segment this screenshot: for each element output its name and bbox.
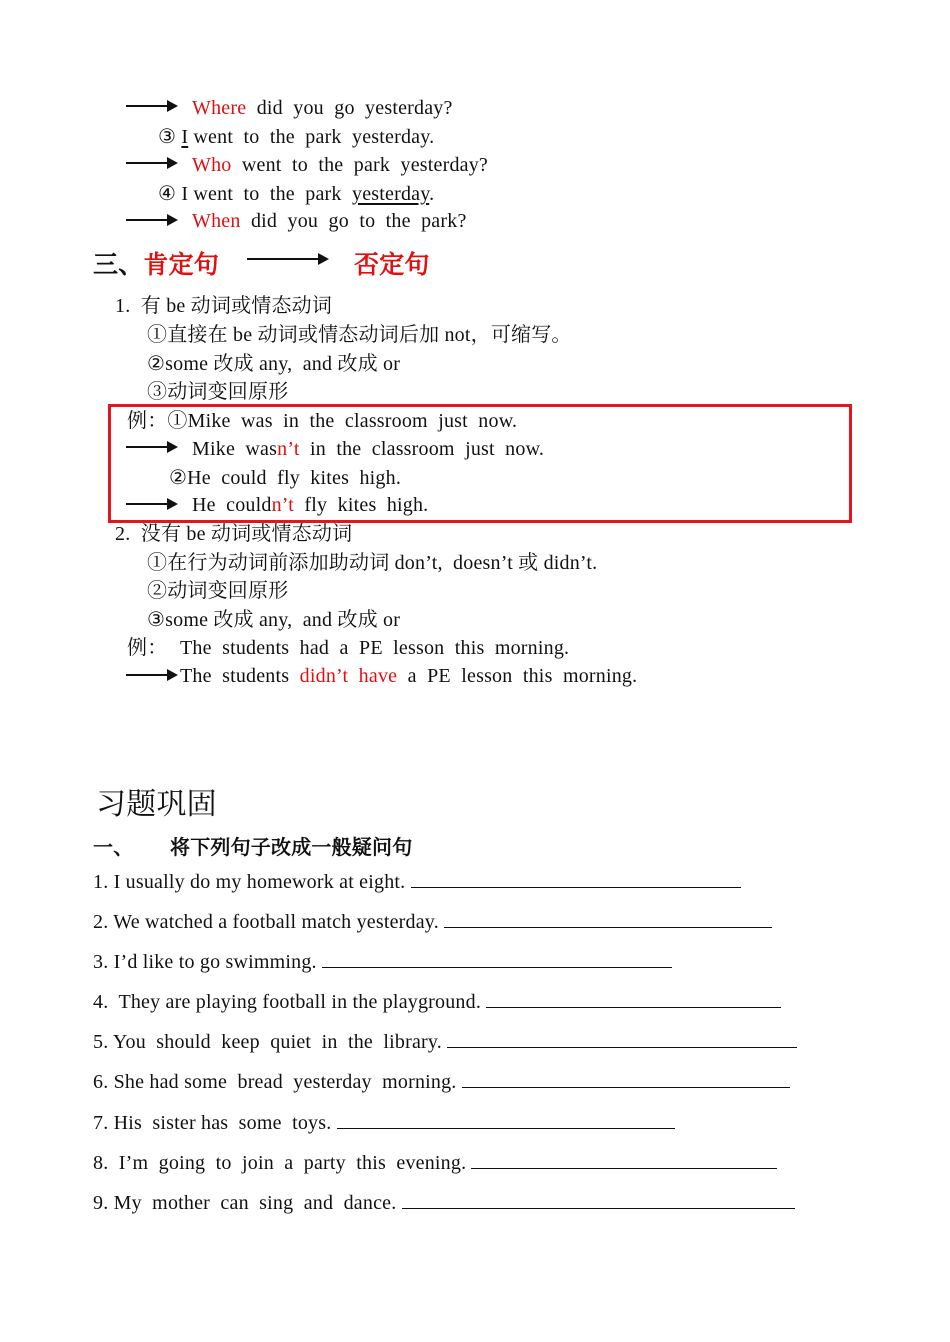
item-text: 7. His sister has some toys. <box>93 1112 337 1134</box>
rule-2-title: 2. 没有 be 动词或情态动词 <box>115 523 353 545</box>
exercise-item-7 <box>93 1108 675 1136</box>
question-when <box>192 208 467 234</box>
negation: n’t <box>277 438 300 460</box>
item-text: 9. My mother can sing and dance. <box>93 1192 402 1214</box>
answer-blank[interactable] <box>337 1108 675 1129</box>
exercise-item-3 <box>93 947 672 975</box>
rule-2-step-1: ①在行为动词前添加助动词 don’t, doesn’t 或 didn’t. <box>147 552 598 574</box>
answer-blank[interactable] <box>402 1188 795 1209</box>
question-who <box>192 152 488 178</box>
item-text: 8. I’m going to join a party this evening. <box>93 1152 472 1174</box>
item-text: 4. They are playing football in the playground. <box>93 991 487 1013</box>
sentence-text: fly kites high. <box>294 494 429 516</box>
answer-blank[interactable] <box>411 867 741 888</box>
sentence-text: went to the park yesterday? <box>231 154 488 176</box>
wh-word: Who <box>192 154 232 176</box>
item-text: 2. We watched a football match yesterday. <box>93 911 445 933</box>
arrow-icon <box>126 498 178 510</box>
sentence-text: Mike was <box>192 438 278 460</box>
arrow-icon <box>126 214 178 226</box>
example-4 <box>158 181 434 207</box>
example-2: ②He could fly kites high. <box>169 467 402 489</box>
sentence-text: The students <box>180 665 300 687</box>
from-label: 肯定句 <box>143 250 220 279</box>
answer-blank[interactable] <box>322 947 672 968</box>
example-1: 例：①Mike was in the classroom just now. <box>127 410 518 432</box>
sentence-text: did you go yesterday? <box>246 97 453 119</box>
sentence-text: did you go to the park? <box>240 210 467 232</box>
arrow-icon <box>126 100 178 112</box>
rule-1-title: 1. 有 be 动词或情态动词 <box>115 295 333 317</box>
arrow-icon <box>126 669 178 681</box>
rule-1-step-1: ①直接在 be 动词或情态动词后加 not，可缩写。 <box>147 324 572 346</box>
rule-2-step-2: ②动词变回原形 <box>147 580 289 602</box>
wh-word: When <box>192 210 241 232</box>
circled-number: ③ <box>158 126 177 148</box>
rule-1-step-2: ②some 改成 any, and 改成 or <box>147 353 401 375</box>
section-3-heading <box>93 249 219 281</box>
sentence-text: He could <box>192 494 272 516</box>
underlined-word: I <box>181 126 189 148</box>
exercise-item-9 <box>93 1188 795 1216</box>
example-answer <box>180 663 637 689</box>
exercise-item-2 <box>93 907 772 935</box>
exercise-item-5 <box>93 1027 797 1055</box>
example-3 <box>158 124 434 150</box>
answer-2 <box>192 492 428 518</box>
item-text: 1. I usually do my homework at eight. <box>93 871 411 893</box>
example-sentence: The students had a PE lesson this morning. <box>180 637 570 659</box>
arrow-icon <box>247 253 329 265</box>
exercise-item-4 <box>93 987 781 1015</box>
answer-blank[interactable] <box>444 907 772 928</box>
item-text: 3. I’d like to go swimming. <box>93 951 322 973</box>
sentence-text: I went to the park <box>181 183 353 205</box>
arrow-icon <box>126 157 178 169</box>
negation: n’t <box>271 494 295 516</box>
to-label: 否定句 <box>354 250 430 279</box>
section-number: 三、 <box>93 250 144 279</box>
sentence-text: in the classroom just now. <box>299 438 545 460</box>
sentence-text: . <box>429 183 435 205</box>
negation: didn’t have <box>299 665 398 687</box>
arrow-icon <box>126 441 178 453</box>
exercise-item-1 <box>93 867 741 895</box>
item-text: 6. She had some bread yesterday morning. <box>93 1071 462 1093</box>
exercise-item-8 <box>93 1148 777 1176</box>
wh-word: Where <box>192 97 247 119</box>
sentence-text: a PE lesson this morning. <box>397 665 638 687</box>
answer-1 <box>192 436 544 462</box>
item-text: 5. You should keep quiet in the library. <box>93 1031 448 1053</box>
answer-blank[interactable] <box>462 1067 790 1088</box>
exercise-1-title: 将下列句子改成一般疑问句 <box>170 835 413 859</box>
example-label: 例： <box>127 637 168 659</box>
question-where <box>192 95 453 121</box>
exercise-item-6 <box>93 1067 790 1095</box>
underlined-word: yesterday <box>352 183 430 205</box>
circled-number: ④ <box>158 183 177 205</box>
practice-title: 习题巩固 <box>96 787 217 822</box>
rule-2-step-3: ③some 改成 any, and 改成 or <box>147 609 401 631</box>
answer-blank[interactable] <box>471 1148 777 1169</box>
answer-blank[interactable] <box>486 987 781 1008</box>
sentence-text: went to the park yesterday. <box>188 126 435 148</box>
rule-1-step-3: ③动词变回原形 <box>147 381 289 403</box>
exercise-1-number: 一、 <box>93 835 134 859</box>
answer-blank[interactable] <box>447 1027 797 1048</box>
